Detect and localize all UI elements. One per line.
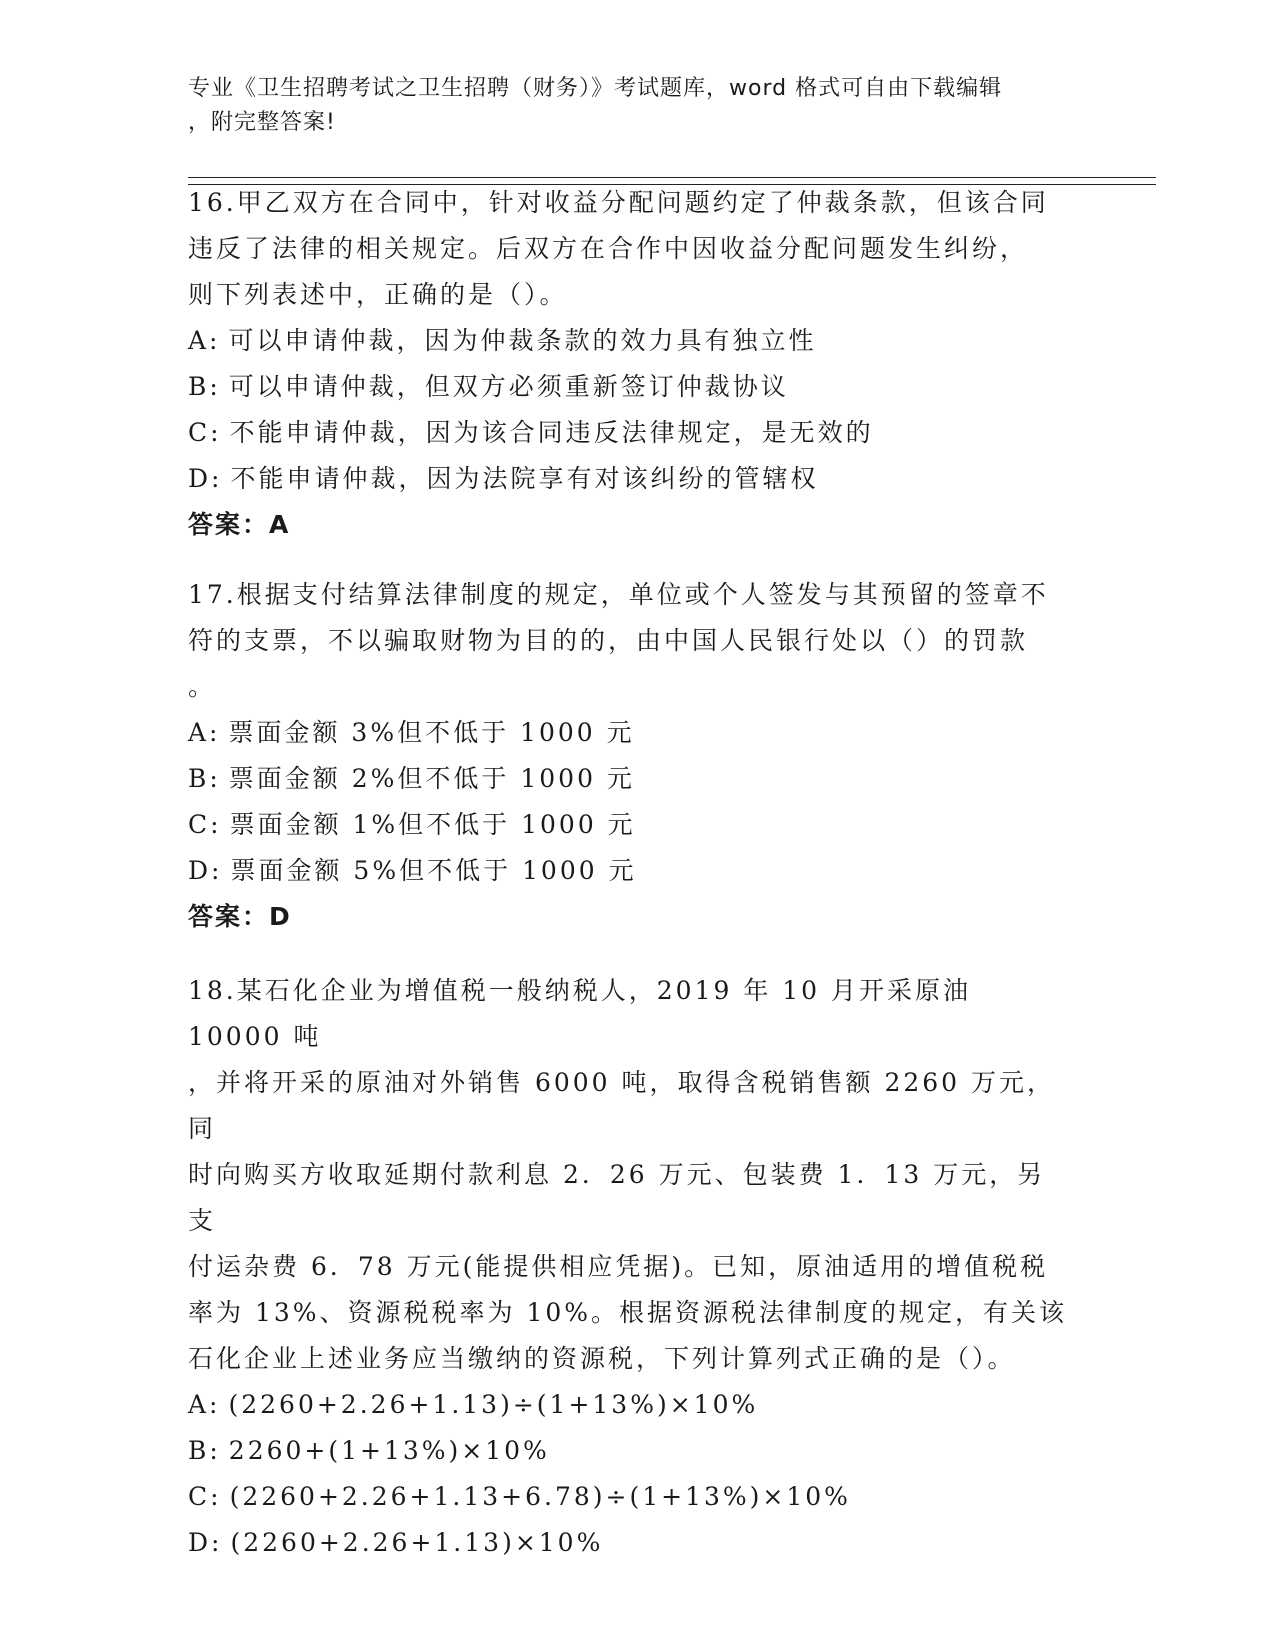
option-b [188, 1428, 1068, 1474]
answer-value: D [269, 902, 292, 931]
stem-line: 17.根据支付结算法律制度的规定，单位或个人签发与其预留的签章不 [188, 580, 1049, 609]
option-text: (2260+2.26+1.13)÷(1+13%)×10% [228, 1390, 759, 1419]
question-stem [188, 180, 1068, 318]
option-key: B: [188, 1436, 221, 1465]
option-key: B: [188, 372, 221, 401]
option-text: 2260+(1+13%)×10% [228, 1436, 550, 1465]
header-line-2: ，附完整答案! [188, 110, 336, 135]
stem-line: 付运杂费 6．78 万元(能提供相应凭据)。已知，原油适用的增值税税 [188, 1252, 1049, 1281]
stem-line: 。 [188, 672, 217, 701]
stem-line: 16.甲乙双方在合同中，针对收益分配问题约定了仲裁条款，但该合同 [188, 188, 1049, 217]
option-a [188, 710, 1068, 756]
option-key: C: [188, 810, 222, 839]
stem-line: 18.某石化企业为增值税一般纳税人，2019 年 10 月开采原油 10000 吨 [188, 976, 972, 1051]
stem-line: 符的支票，不以骗取财物为目的的，由中国人民银行处以（）的罚款 [188, 626, 1029, 655]
option-key: C: [188, 1482, 222, 1511]
option-text: (2260+2.26+1.13)×10% [230, 1528, 604, 1557]
option-a [188, 1382, 1068, 1428]
header-line-1: 专业《卫生招聘考试之卫生招聘（财务）》考试题库，word 格式可自由下载编辑 [188, 76, 1003, 101]
option-key: A: [188, 1390, 221, 1419]
option-b [188, 756, 1068, 802]
question-18 [188, 968, 1068, 1566]
stem-line: 则下列表述中，正确的是（）。 [188, 280, 568, 309]
option-text: 票面金额 5%但不低于 1000 元 [230, 856, 637, 885]
option-c [188, 410, 1068, 456]
option-b [188, 364, 1068, 410]
option-list [188, 1382, 1068, 1566]
option-key: A: [188, 718, 221, 747]
option-d [188, 1520, 1068, 1566]
option-key: A: [188, 326, 221, 355]
stem-line: 时向购买方收取延期付款利息 2．26 万元、包装费 1．13 万元，另支 [188, 1160, 1046, 1235]
answer-label: 答案： [188, 902, 270, 931]
stem-line: 石化企业上述业务应当缴纳的资源税，下列计算列式正确的是（）。 [188, 1344, 1016, 1373]
question-17 [188, 572, 1068, 940]
option-key: D: [188, 1528, 223, 1557]
option-text: 不能申请仲裁，因为该合同违反法律规定，是无效的 [229, 418, 874, 447]
option-key: D: [188, 464, 223, 493]
answer-line [188, 894, 1068, 940]
option-text: 票面金额 2%但不低于 1000 元 [228, 764, 635, 793]
option-text: 票面金额 3%但不低于 1000 元 [228, 718, 635, 747]
option-text: 可以申请仲裁，但双方必须重新签订仲裁协议 [228, 372, 789, 401]
option-d [188, 456, 1068, 502]
option-text: 可以申请仲裁，因为仲裁条款的效力具有独立性 [228, 326, 817, 355]
document-header [188, 72, 1068, 140]
option-text: 不能申请仲裁，因为法院享有对该纠纷的管辖权 [230, 464, 819, 493]
option-c [188, 1474, 1068, 1520]
option-key: C: [188, 418, 222, 447]
answer-line [188, 502, 1068, 548]
question-16 [188, 180, 1068, 548]
answer-label: 答案： [188, 510, 270, 539]
answer-value: A [269, 510, 291, 539]
stem-line: ，并将开采的原油对外销售 6000 吨，取得含税销售额 2260 万元，同 [188, 1068, 1056, 1143]
option-key: D: [188, 856, 223, 885]
question-stem [188, 968, 1068, 1382]
option-c [188, 802, 1068, 848]
option-text: 票面金额 1%但不低于 1000 元 [229, 810, 636, 839]
stem-line: 违反了法律的相关规定。后双方在合作中因收益分配问题发生纠纷， [188, 234, 1029, 263]
option-d [188, 848, 1068, 894]
option-key: B: [188, 764, 221, 793]
stem-line: 率为 13%、资源税税率为 10%。根据资源税法律制度的规定，有关该 [188, 1298, 1068, 1327]
option-list [188, 710, 1068, 894]
option-a [188, 318, 1068, 364]
question-stem [188, 572, 1068, 710]
option-list [188, 318, 1068, 502]
option-text: (2260+2.26+1.13+6.78)÷(1+13%)×10% [229, 1482, 851, 1511]
